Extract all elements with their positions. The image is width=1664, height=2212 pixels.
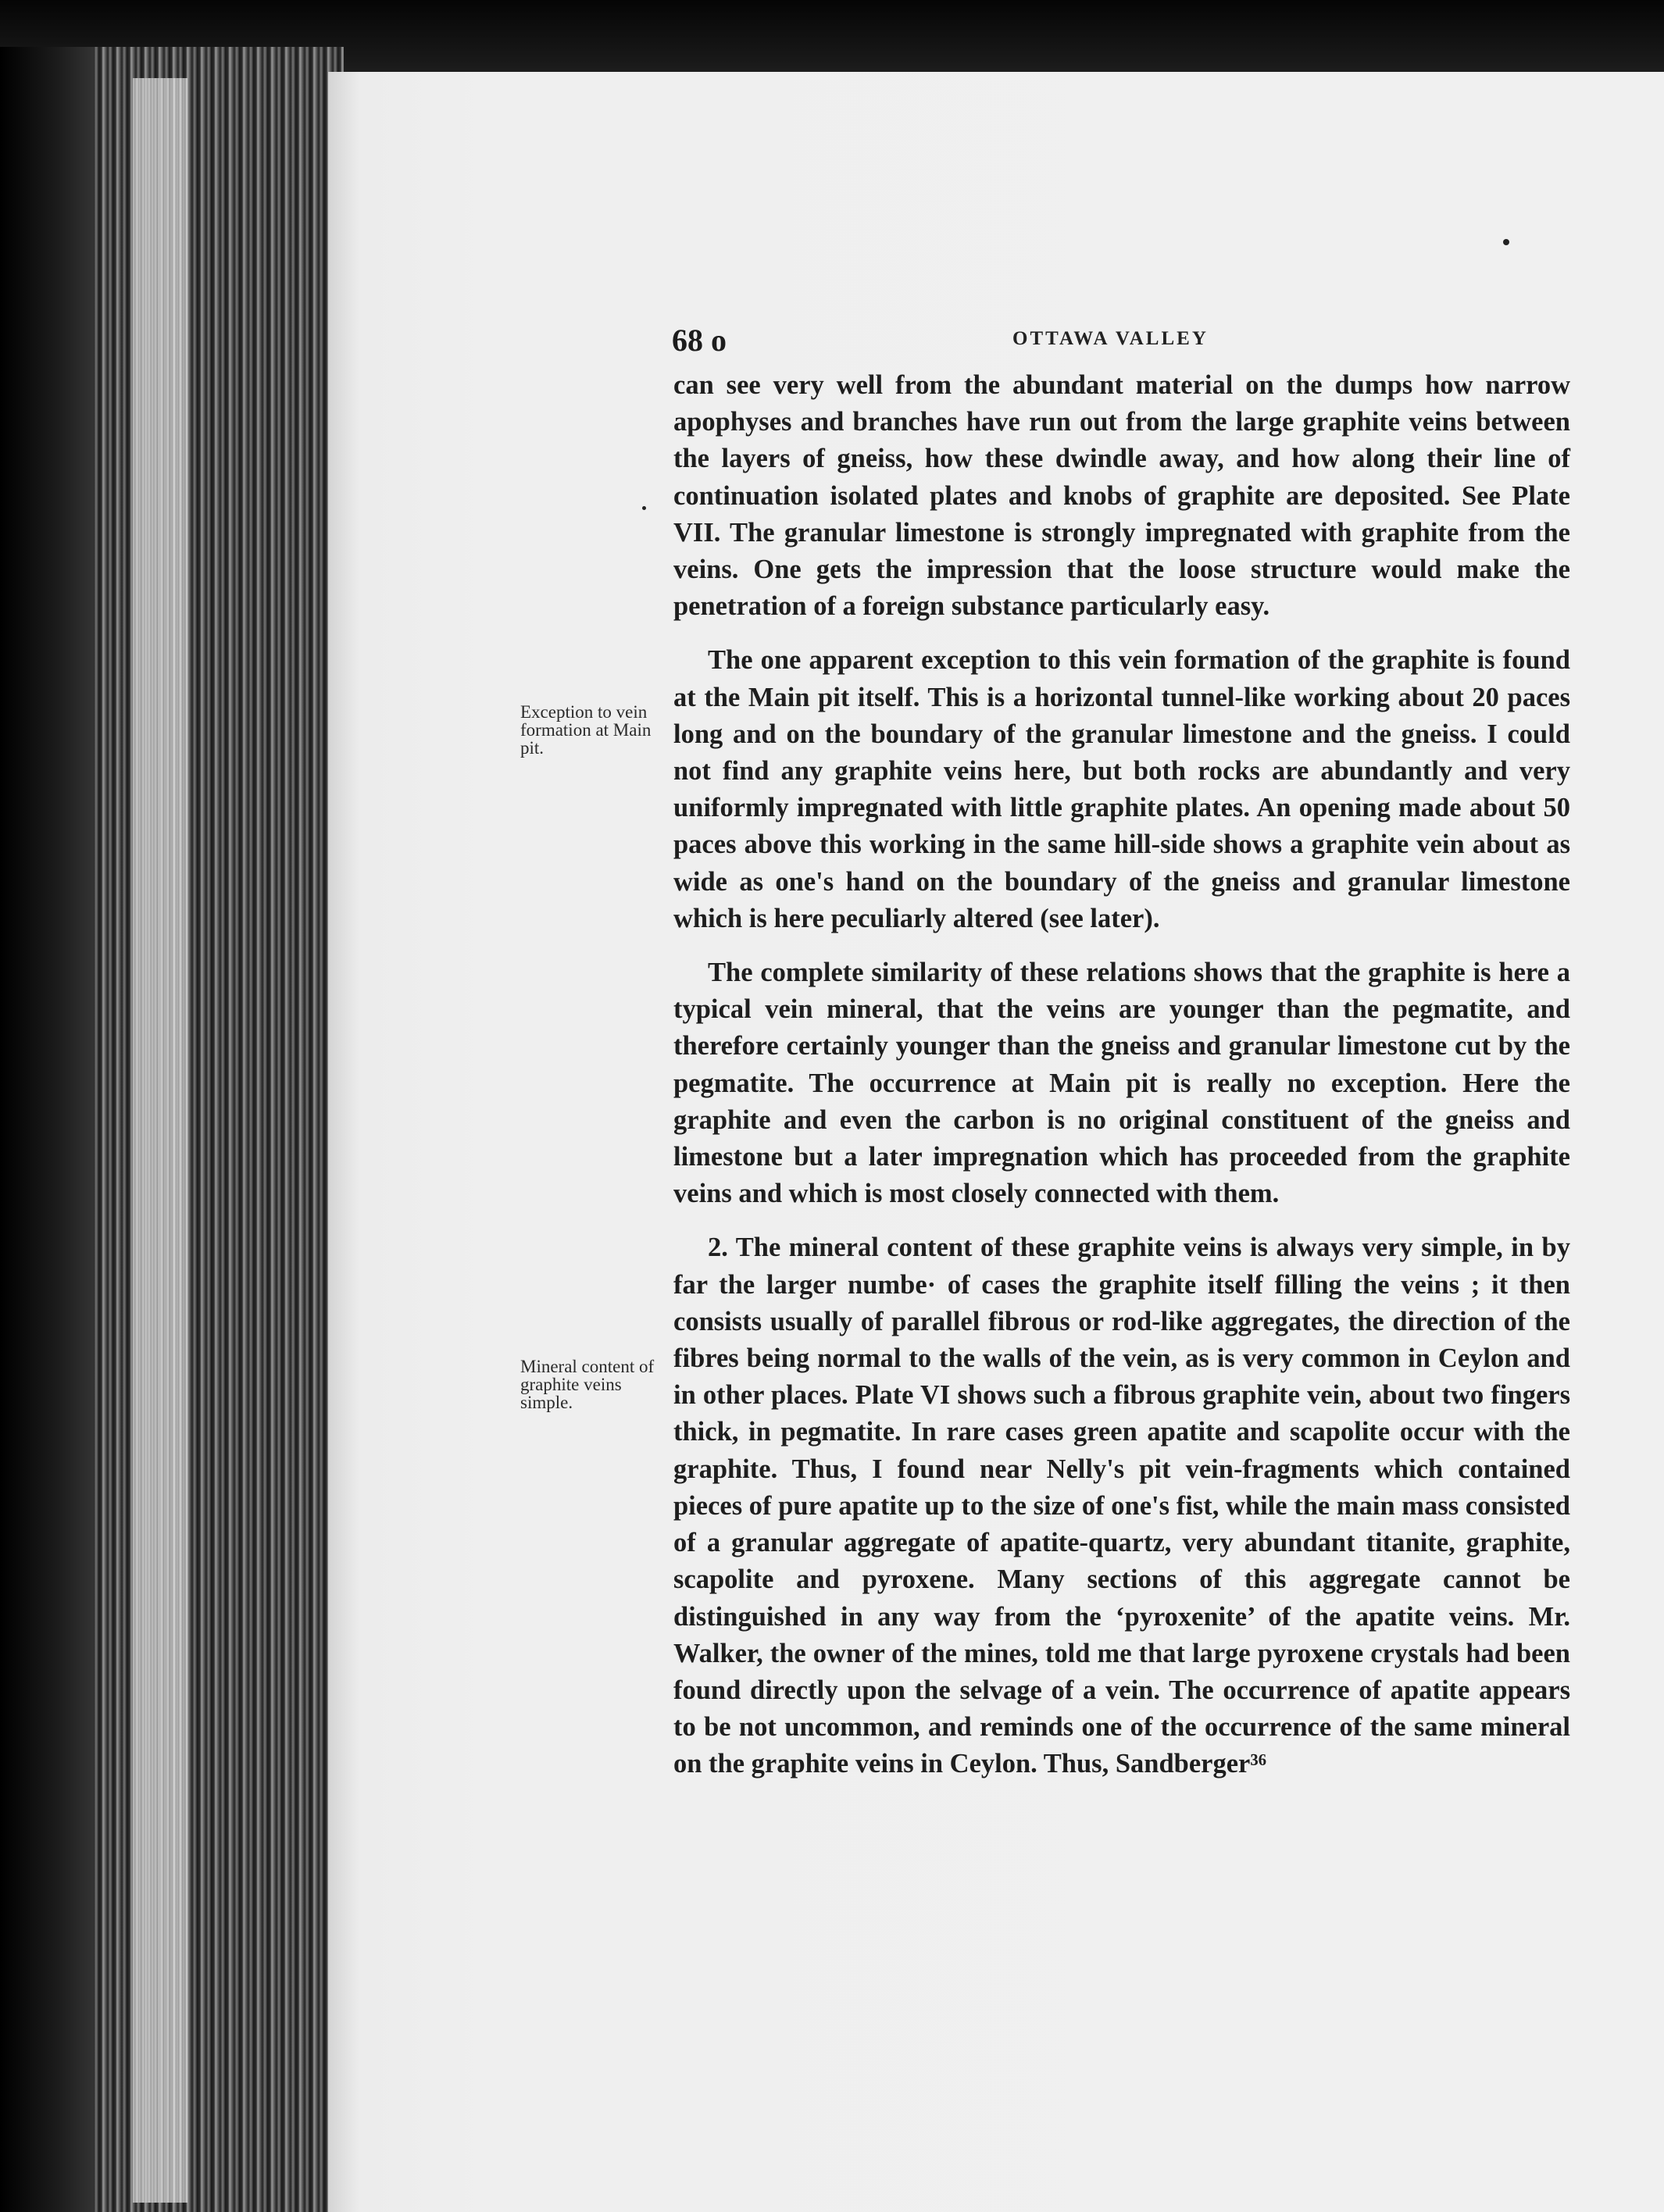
- running-title: OTTAWA VALLEY: [1012, 328, 1209, 349]
- speck-mark: [1503, 239, 1509, 245]
- paragraph: 2. The mineral content of these graphite veins is always very simple, in by far the larger numbe· of cases the graphite itself filling the veins ; it then consists usually of parallel fibrous or rod-like aggregates, the direction of the fibres being normal to the walls of the vein, as is very common in Ceylon and in other places. Plate VI shows such a fibrous graphite vein, about two fingers thick, in pegmatite. In rare cases green apatite and scapolite occur with the graphite. Thus, I found near Nelly's pit vein-fragments which contained pieces of pure apatite up to the size of one's fist, while the main mass consisted of a granular aggregate of apatite-quartz, very abundant titanite, graphite, scapolite and pyroxene. Many sections of this aggregate cannot be distinguished in any way from the ‘pyroxenite’ of the apatite veins. Mr. Walker, the owner of the mines, told me that large pyroxene crystals had been found directly upon the selvage of a vein. The occurrence of apatite appears to be not uncommon, and reminds one of the occurrence of the same mineral on the graphite veins in Ceylon. Thus, Sandberger³⁶: [673, 1233, 1570, 1779]
- running-head: [672, 322, 1570, 358]
- book-edge-highlight: [133, 78, 187, 2203]
- margin-note-exception: Exception to vein formation at Main pit.: [520, 702, 652, 758]
- speck-mark: [642, 506, 646, 510]
- margin-note-mineral-content: Mineral content of graphite veins simple.: [520, 1357, 655, 1412]
- paragraph: The one apparent exception to this vein formation of the graphite is found at the Main pit itself. This is a horizontal tunnel-like working about 20 paces long and on the boundary of the granular limestone and the gneiss. I could not find any graphite veins here, but both rocks are abundantly and very uniformly impregnated with little graphite plates. An opening made about 50 paces above this working in the same hill-side shows a graphite vein about as wide as one's hand on the boundary of the gneiss and granular limestone which is here peculiarly altered (see later).: [673, 645, 1570, 933]
- body-text: [673, 367, 1570, 1783]
- page-number: 68 o: [672, 323, 727, 358]
- paragraph: The complete similarity of these relations shows that the graphite is here a typical vein mineral, that the veins are younger than the pegmatite, and therefore certainly younger than the gneiss and granular limestone cut by the pegmatite. The occurrence at Main pit is really no exception. Here the graphite and even the carbon is no original constituent of the gneiss and limestone but a later impregnation which has proceeded from the graphite veins and which is most closely connected with them.: [673, 958, 1570, 1209]
- paragraph: can see very well from the abundant material on the dumps how narrow apophyses and branches have run out from the large graphite veins between the layers of gneiss, how these dwindle away, and how along their line of continuation isolated plates and knobs of graphite are deposited. See Plate VII. The granular limestone is strongly impregnated with graphite from the veins. One gets the impression that the loose structure would make the penetration of a foreign substance particularly easy.: [673, 370, 1570, 622]
- book-spine-shadow: [0, 47, 94, 2212]
